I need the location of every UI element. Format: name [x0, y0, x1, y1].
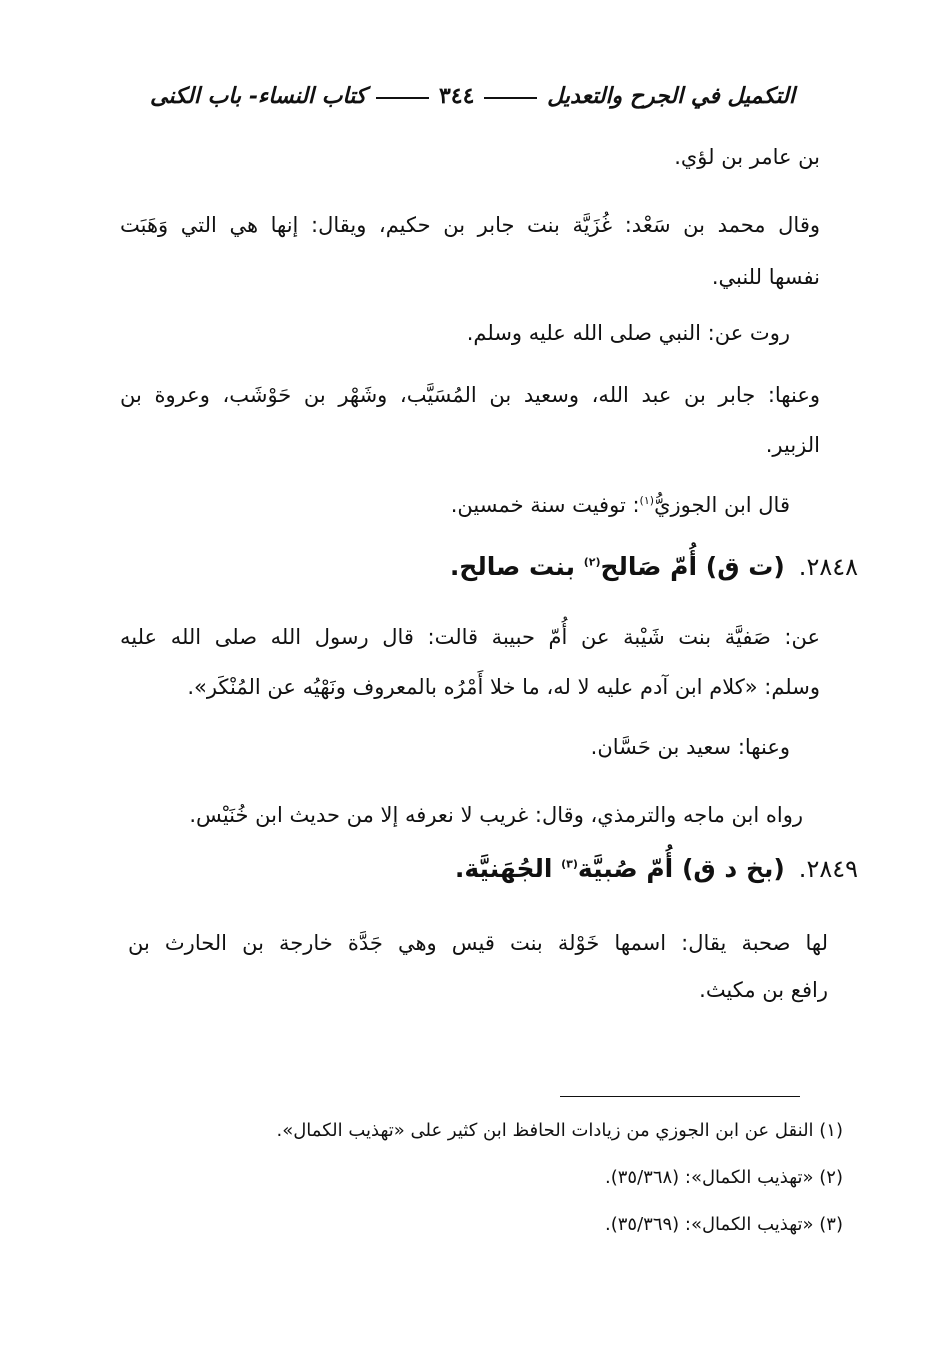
- footnote-separator: [560, 1096, 800, 1097]
- body-line: بن عامر بن لؤي.: [674, 145, 820, 169]
- footnote: (٢) «تهذيب الكمال»: (٣٥/٣٦٨).: [605, 1167, 843, 1188]
- body-line: الزبير.: [765, 433, 820, 457]
- body-line: عن: صَفيَّة بنت شَيْبة عن أُمّ حبيبة قالت: قال رسول الله صلى الله عليه: [120, 625, 820, 649]
- footnote-ref: (١): [639, 494, 655, 507]
- body-line: وقال محمد بن سَعْد: غُزَيَّة بنت جابر بن حكيم، ويقال: إنها هي التي وَهَبَت: [120, 213, 820, 237]
- header-dash: [376, 97, 429, 99]
- body-line: رواه ابن ماجه والترمذي، وقال: غريب لا نعرفه إلا من حديث ابن خُنَيْس.: [189, 803, 803, 827]
- body-line: روت عن: النبي صلى الله عليه وسلم.: [466, 321, 790, 345]
- entry-name: الجُهَنيَّة.: [454, 854, 562, 883]
- footnote-ref: (٢): [583, 555, 601, 569]
- entry-name: (بخ د ق) أُمّ صُبيَّة: [577, 854, 785, 883]
- header-dash: [484, 97, 537, 99]
- entry-number: ٢٨٤٨.: [798, 553, 858, 581]
- footnote-ref: (٣): [561, 857, 578, 871]
- body-text: قال ابن الجوزيُّ: [654, 493, 790, 517]
- entry-heading: [450, 550, 858, 584]
- book-title: التكميل في الجرح والتعديل: [547, 83, 795, 109]
- body-text: : توفيت سنة خمسين.: [450, 493, 640, 517]
- entry-name: بنت صالح.: [449, 552, 584, 581]
- entry-heading: [455, 852, 858, 886]
- footnote: (١) النقل عن ابن الجوزي من زيادات الحافظ ابن كثير على «تهذيب الكمال».: [276, 1120, 843, 1141]
- entry-number: ٢٨٤٩.: [798, 855, 858, 883]
- footnote: (٣) «تهذيب الكمال»: (٣٥/٣٦٩).: [605, 1214, 843, 1235]
- page-number: ٣٤٤: [438, 83, 475, 109]
- body-line: وسلم: «كلام ابن آدم عليه لا له، ما خلا أَمْرُه بالمعروف ونَهْيُه عن المُنْكَر».: [187, 675, 820, 699]
- body-line: وعنها: جابر بن عبد الله، وسعيد بن المُسَيَّب، وشَهْر بن حَوْشَب، وعروة بن: [120, 383, 820, 407]
- body-line: نفسها للنبي.: [711, 265, 820, 289]
- body-line: [451, 490, 790, 520]
- body-line: لها صحبة يقال: اسمها خَوْلة بنت قيس وهي جَدَّة خارجة بن الحارث بن: [128, 931, 828, 955]
- body-line: وعنها: سعيد بن حَسَّان.: [590, 735, 790, 759]
- body-line: رافع بن مكيث.: [699, 978, 828, 1002]
- entry-name: (ت ق) أُمّ صَالح: [600, 552, 785, 581]
- section-title: كتاب النساء- باب الكنى: [149, 83, 367, 109]
- running-header: [150, 78, 795, 114]
